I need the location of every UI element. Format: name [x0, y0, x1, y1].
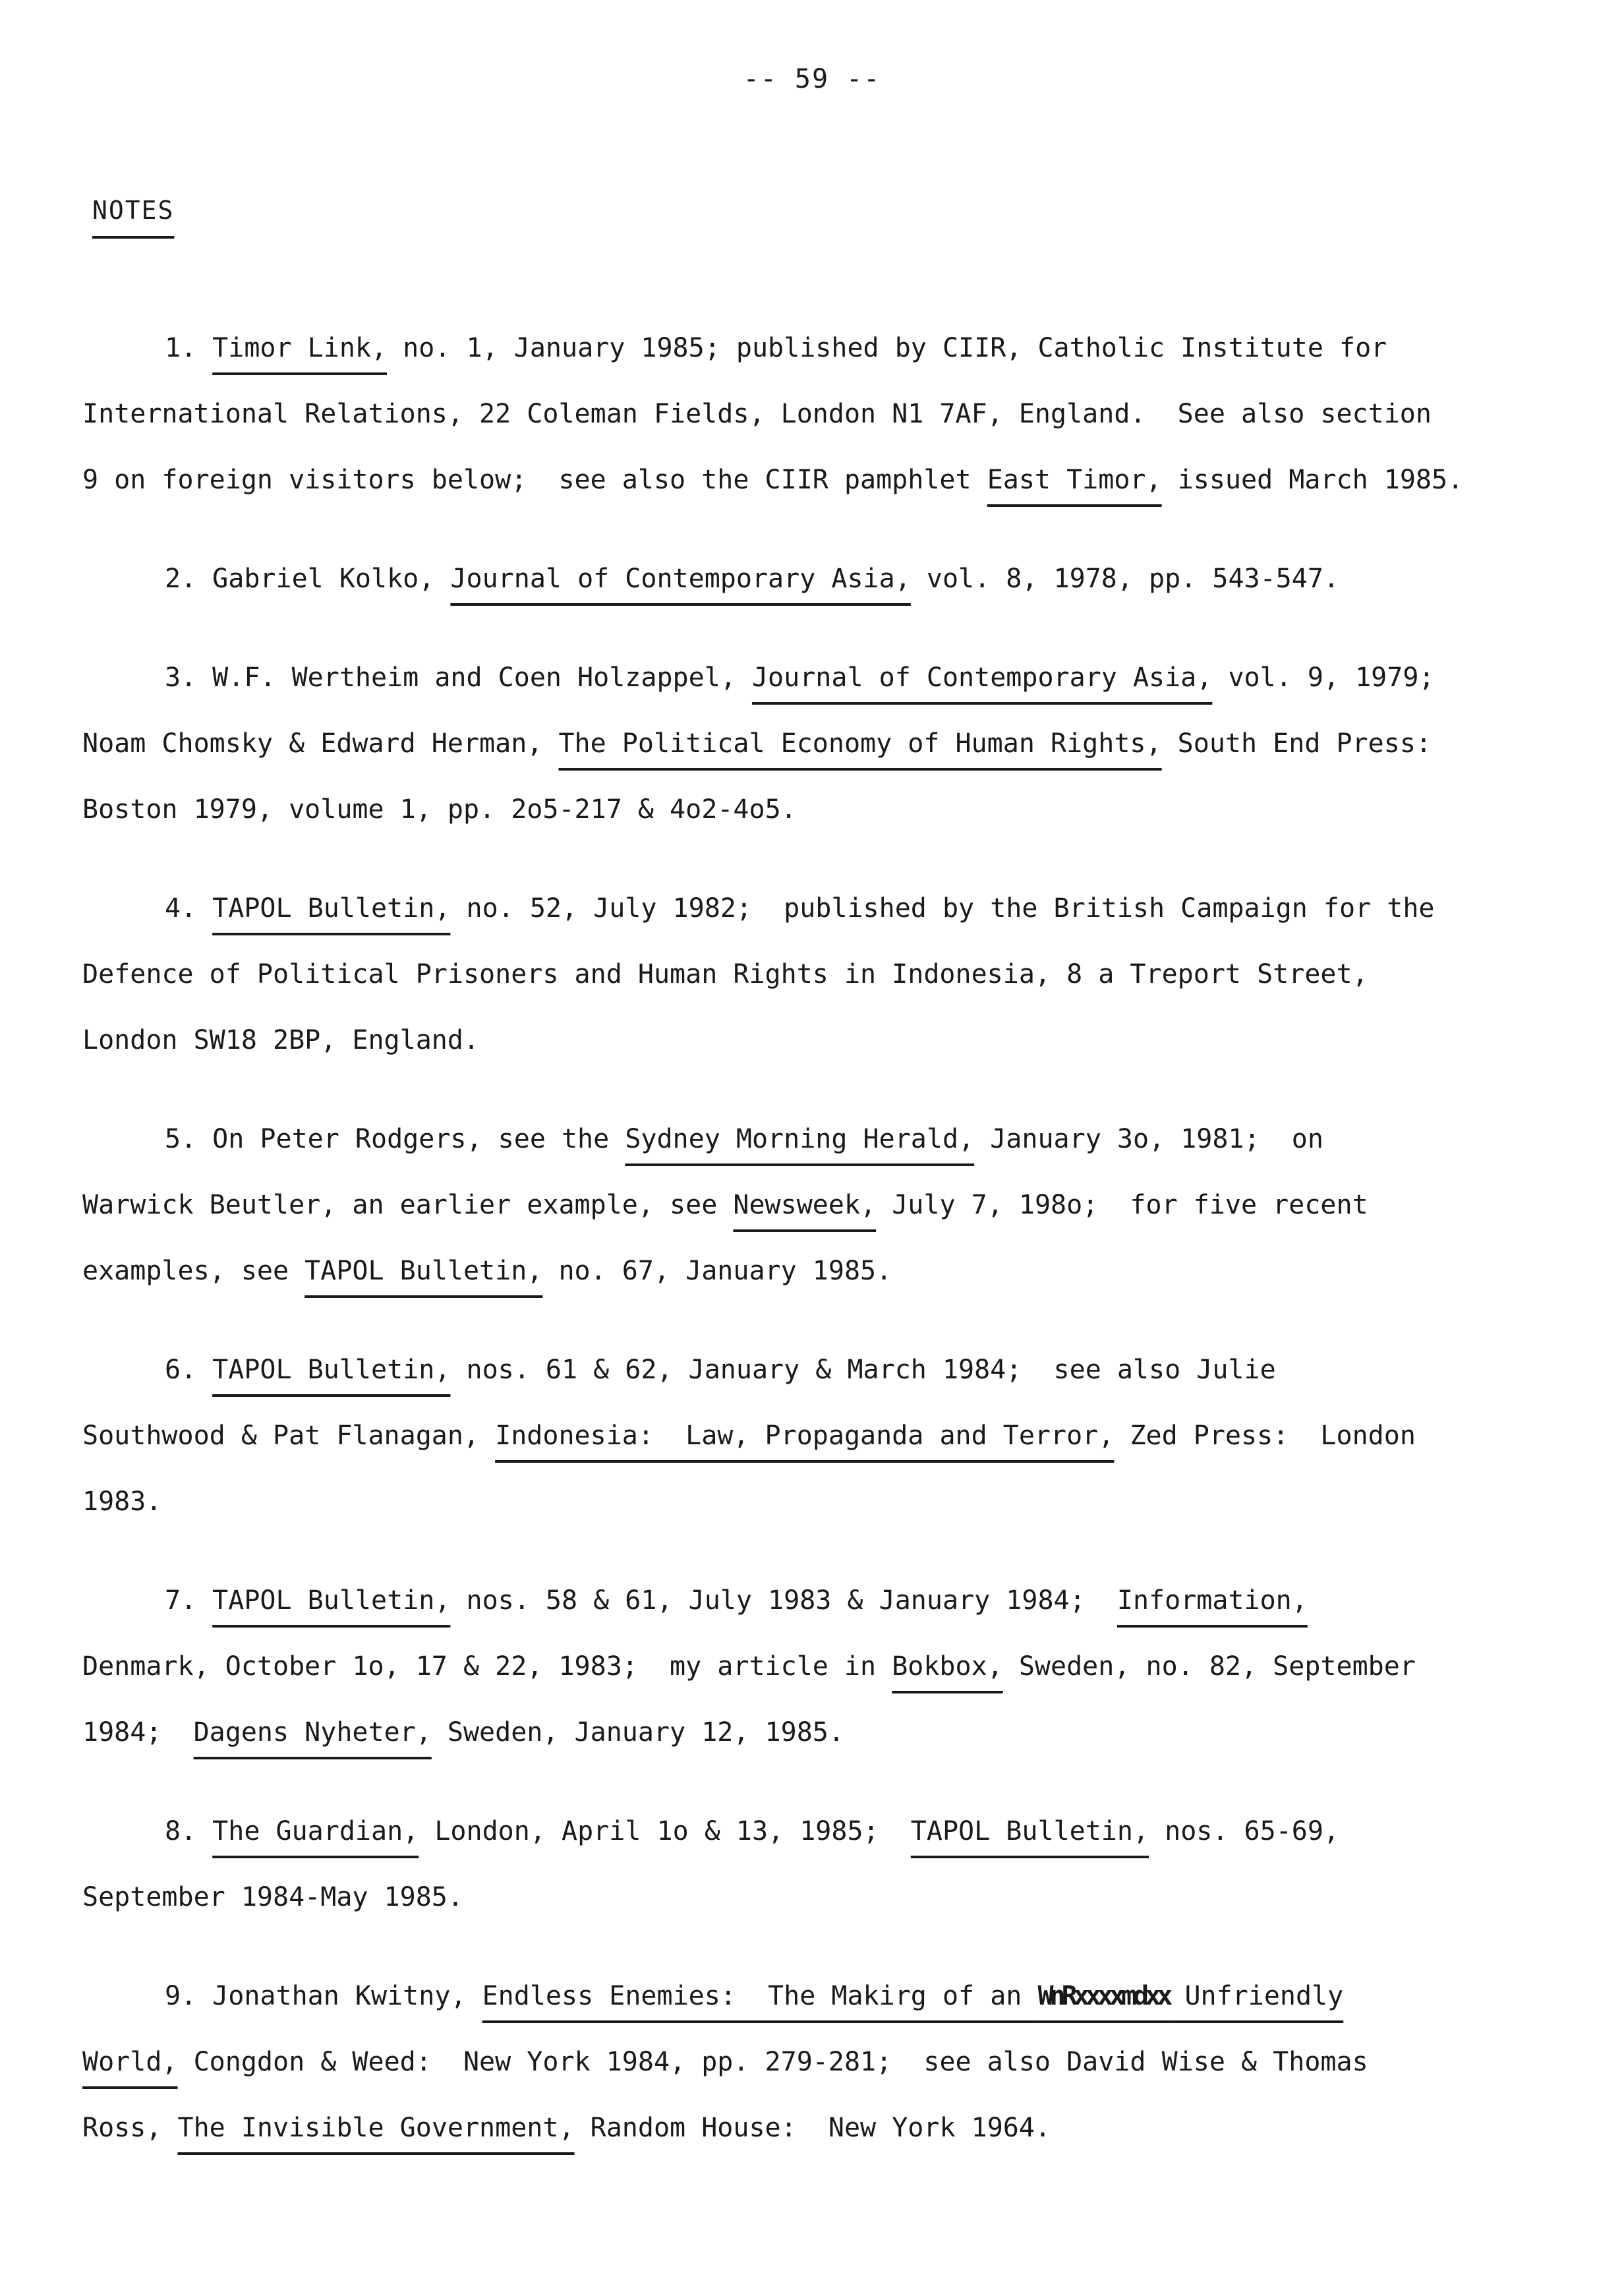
note-number: 5.: [165, 1124, 197, 1154]
note-item: [82, 1963, 1552, 2161]
note-line: [82, 1238, 1552, 1304]
note-number: 2.: [165, 564, 197, 594]
note-text: Zed Press: London: [1114, 1421, 1416, 1451]
note-line: [82, 1172, 1552, 1238]
note-item: [82, 315, 1552, 513]
note-item: [82, 875, 1552, 1073]
note-item: [82, 1568, 1552, 1765]
note-line: [82, 2029, 1552, 2095]
note-number: 1.: [165, 333, 197, 363]
page-number: -- 59 --: [743, 64, 881, 94]
note-text: London SW18 2BP, England.: [82, 1025, 480, 1055]
note-text: London, April 1o & 13, 1985;: [419, 1816, 911, 1846]
underlined-title: World,: [82, 2047, 178, 2077]
note-text: Noam Chomsky & Edward Herman,: [82, 728, 559, 759]
note-line: [82, 1963, 1552, 2029]
note-line: [82, 1469, 1552, 1535]
note-text: July 7, 198o; for five recent: [876, 1190, 1368, 1220]
note-line: [82, 2095, 1552, 2161]
note-text: nos. 58 & 61, July 1983 & January 1984;: [450, 1585, 1117, 1616]
note-text: W.F. Wertheim and Coen Holzappel,: [212, 662, 752, 693]
note-text: nos. 65-69,: [1149, 1816, 1340, 1846]
note-text: Defence of Political Prisoners and Human Rights in Indonesia, 8 a Treport Street,: [82, 959, 1368, 989]
note-text: Jonathan Kwitny,: [212, 1981, 482, 2011]
underlined-title: TAPOL Bulletin,: [212, 1585, 451, 1616]
underlined-title: WnRxxxxmdxx: [1037, 1981, 1169, 2011]
note-text: 1984;: [82, 1717, 194, 1748]
underlined-title: Endless Enemies: The Makirg of an: [482, 1981, 1038, 2011]
note-text: Southwood & Pat Flanagan,: [82, 1421, 496, 1451]
note-text: Congdon & Weed: New York 1984, pp. 279-281; see also David Wise & Thomas: [177, 2047, 1368, 2077]
underlined-title: Journal of Contemporary Asia,: [450, 564, 911, 594]
note-line: [82, 1568, 1552, 1633]
note-text: no. 1, January 1985; published by CIIR, Catholic Institute for: [387, 333, 1387, 363]
note-text: examples, see: [82, 1256, 305, 1286]
note-text: Sweden, no. 82, September: [1002, 1651, 1416, 1682]
note-text: no. 52, July 1982; published by the British Campaign for the: [450, 893, 1435, 924]
note-number: 3.: [165, 662, 197, 693]
note-number: 6.: [165, 1355, 197, 1385]
underlined-title: TAPOL Bulletin,: [212, 1355, 451, 1385]
note-line: [82, 941, 1552, 1007]
note-text: Sweden, January 12, 1985.: [431, 1717, 844, 1748]
underlined-title: Timor Link,: [212, 333, 388, 363]
note-text: Random House: New York 1964.: [574, 2113, 1051, 2143]
underlined-title: Unfriendly: [1169, 1981, 1344, 2011]
note-line: [82, 1007, 1552, 1073]
underlined-title: Newsweek,: [733, 1190, 877, 1220]
note-text: vol. 9, 1979;: [1212, 662, 1435, 693]
note-text: no. 67, January 1985.: [542, 1256, 892, 1286]
note-text: September 1984-May 1985.: [82, 1882, 463, 1912]
note-item: [82, 546, 1552, 612]
note-line: [82, 1864, 1552, 1930]
note-text: Warwick Beutler, an earlier example, see: [82, 1190, 734, 1220]
note-number: 7.: [165, 1585, 197, 1616]
note-text: 9 on foreign visitors below; see also the CIIR pamphlet: [82, 465, 987, 495]
underlined-title: Information,: [1116, 1585, 1308, 1616]
underlined-title: East Timor,: [987, 465, 1162, 495]
underlined-title: Bokbox,: [892, 1651, 1003, 1682]
note-text: vol. 8, 1978, pp. 543-547.: [910, 564, 1340, 594]
underlined-title: The Guardian,: [212, 1816, 419, 1846]
notes-list: [82, 315, 1552, 2194]
note-text: International Relations, 22 Coleman Fields, London N1 7AF, England. See also section: [82, 399, 1432, 429]
note-text: January 3o, 1981; on: [974, 1124, 1323, 1154]
note-line: [82, 777, 1552, 842]
underlined-title: TAPOL Bulletin,: [304, 1256, 543, 1286]
note-line: [82, 645, 1552, 711]
note-line: [82, 1798, 1552, 1864]
note-line: [82, 875, 1552, 941]
note-item: [82, 1106, 1552, 1304]
note-text: South End Press:: [1161, 728, 1432, 759]
note-item: [82, 645, 1552, 842]
note-line: [82, 711, 1552, 777]
note-text: Boston 1979, volume 1, pp. 2o5-217 & 4o2-4o5.: [82, 794, 797, 825]
note-line: [82, 1106, 1552, 1172]
note-line: [82, 381, 1552, 447]
note-line: [82, 1699, 1552, 1765]
note-line: [82, 315, 1552, 381]
note-line: [82, 447, 1552, 513]
note-item: [82, 1798, 1552, 1930]
note-item: [82, 1337, 1552, 1535]
underlined-title: Journal of Contemporary Asia,: [751, 662, 1213, 693]
note-line: [82, 1337, 1552, 1403]
note-number: 4.: [165, 893, 197, 924]
underlined-title: TAPOL Bulletin,: [212, 893, 451, 924]
underlined-title: Dagens Nyheter,: [193, 1717, 432, 1748]
note-line: [82, 1403, 1552, 1469]
underlined-title: Indonesia: Law, Propaganda and Terror,: [495, 1421, 1115, 1451]
note-text: 1983.: [82, 1486, 162, 1517]
note-number: 8.: [165, 1816, 197, 1846]
note-text: Gabriel Kolko,: [212, 564, 451, 594]
note-text: Denmark, October 1o, 17 & 22, 1983; my article in: [82, 1651, 892, 1682]
notes-heading: NOTES: [92, 196, 175, 225]
underlined-title: Sydney Morning Herald,: [625, 1124, 975, 1154]
note-text: On Peter Rodgers, see the: [212, 1124, 625, 1154]
note-line: [82, 1633, 1552, 1699]
note-line: [82, 546, 1552, 612]
underlined-title: The Invisible Government,: [177, 2113, 575, 2143]
note-text: nos. 61 & 62, January & March 1984; see also Julie: [450, 1355, 1276, 1385]
underlined-title: TAPOL Bulletin,: [910, 1816, 1149, 1846]
note-text: Ross,: [82, 2113, 178, 2143]
underlined-title: The Political Economy of Human Rights,: [558, 728, 1162, 759]
note-number: 9.: [165, 1981, 197, 2011]
note-text: issued March 1985.: [1161, 465, 1464, 495]
